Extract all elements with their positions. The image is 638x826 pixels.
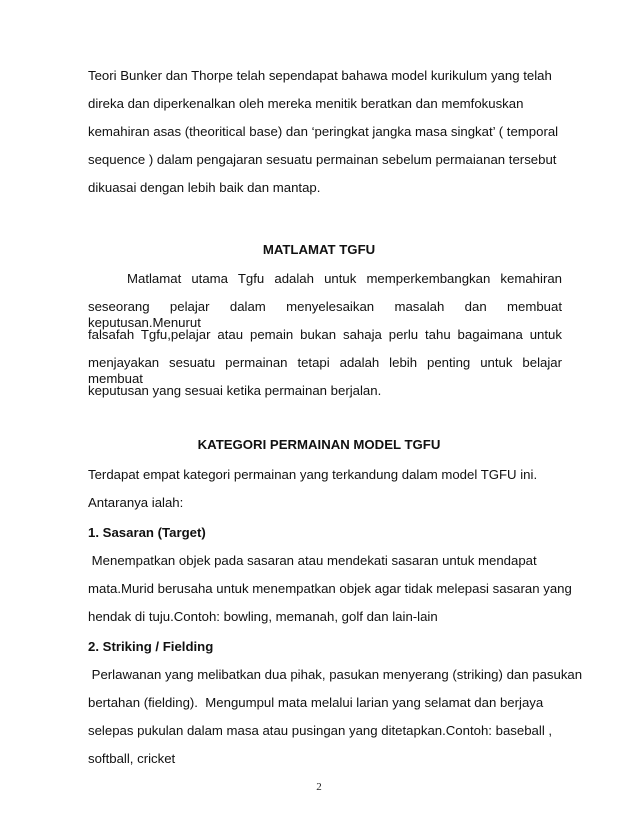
- section-heading-matlamat: MATLAMAT TGFU: [262, 242, 376, 257]
- category-line: bertahan (fielding). Mengumpul mata melalui larian yang selamat dan berjaya: [88, 695, 544, 710]
- intro-line: kemahiran asas (theoritical base) dan ‘peringkat jangka masa singkat’ ( temporal: [88, 124, 559, 139]
- matlamat-line: Matlamat utama Tgfu adalah untuk memperkembangkan kemahiran: [127, 271, 562, 286]
- category-line: Perlawanan yang melibatkan dua pihak, pasukan menyerang (striking) dan pasukan: [88, 667, 583, 682]
- category-line: Menempatkan objek pada sasaran atau mendekati sasaran untuk mendapat: [88, 553, 537, 568]
- page-number: 2: [316, 781, 322, 793]
- category-title-sasaran: 1. Sasaran (Target): [88, 525, 206, 540]
- matlamat-line: falsafah Tgfu,pelajar atau pemain bukan sahaja perlu tahu bagaimana untuk: [88, 327, 562, 342]
- intro-line: direka dan diperkenalkan oleh mereka menitik beratkan dan memfokuskan: [88, 96, 524, 111]
- category-title-striking: 2. Striking / Fielding: [88, 639, 214, 654]
- kategori-intro-line: Terdapat empat kategori permainan yang terkandung dalam model TGFU ini.: [88, 467, 538, 482]
- intro-line: sequence ) dalam pengajaran sesuatu permainan sebelum permaianan tersebut: [88, 152, 557, 167]
- category-line: softball, cricket: [88, 751, 176, 766]
- intro-line: dikuasai dengan lebih baik dan mantap.: [88, 180, 321, 195]
- category-line: selepas pukulan dalam masa atau pusingan yang ditetapkan.Contoh: baseball ,: [88, 723, 553, 738]
- matlamat-line: keputusan yang sesuai ketika permainan berjalan.: [88, 383, 382, 398]
- category-line: mata.Murid berusaha untuk menempatkan objek agar tidak melepasi sasaran yang: [88, 581, 572, 596]
- category-line: hendak di tuju.Contoh: bowling, memanah, golf dan lain-lain: [88, 609, 438, 624]
- kategori-intro-line: Antaranya ialah:: [88, 495, 184, 510]
- matlamat-line: seseorang pelajar dalam menyelesaikan masalah dan membuat keputusan.Menurut: [88, 299, 562, 330]
- matlamat-line: menjayakan sesuatu permainan tetapi adalah lebih penting untuk belajar membuat: [88, 355, 562, 386]
- section-heading-kategori: KATEGORI PERMAINAN MODEL TGFU: [197, 437, 441, 452]
- intro-line: Teori Bunker dan Thorpe telah sependapat bahawa model kurikulum yang telah: [88, 68, 552, 83]
